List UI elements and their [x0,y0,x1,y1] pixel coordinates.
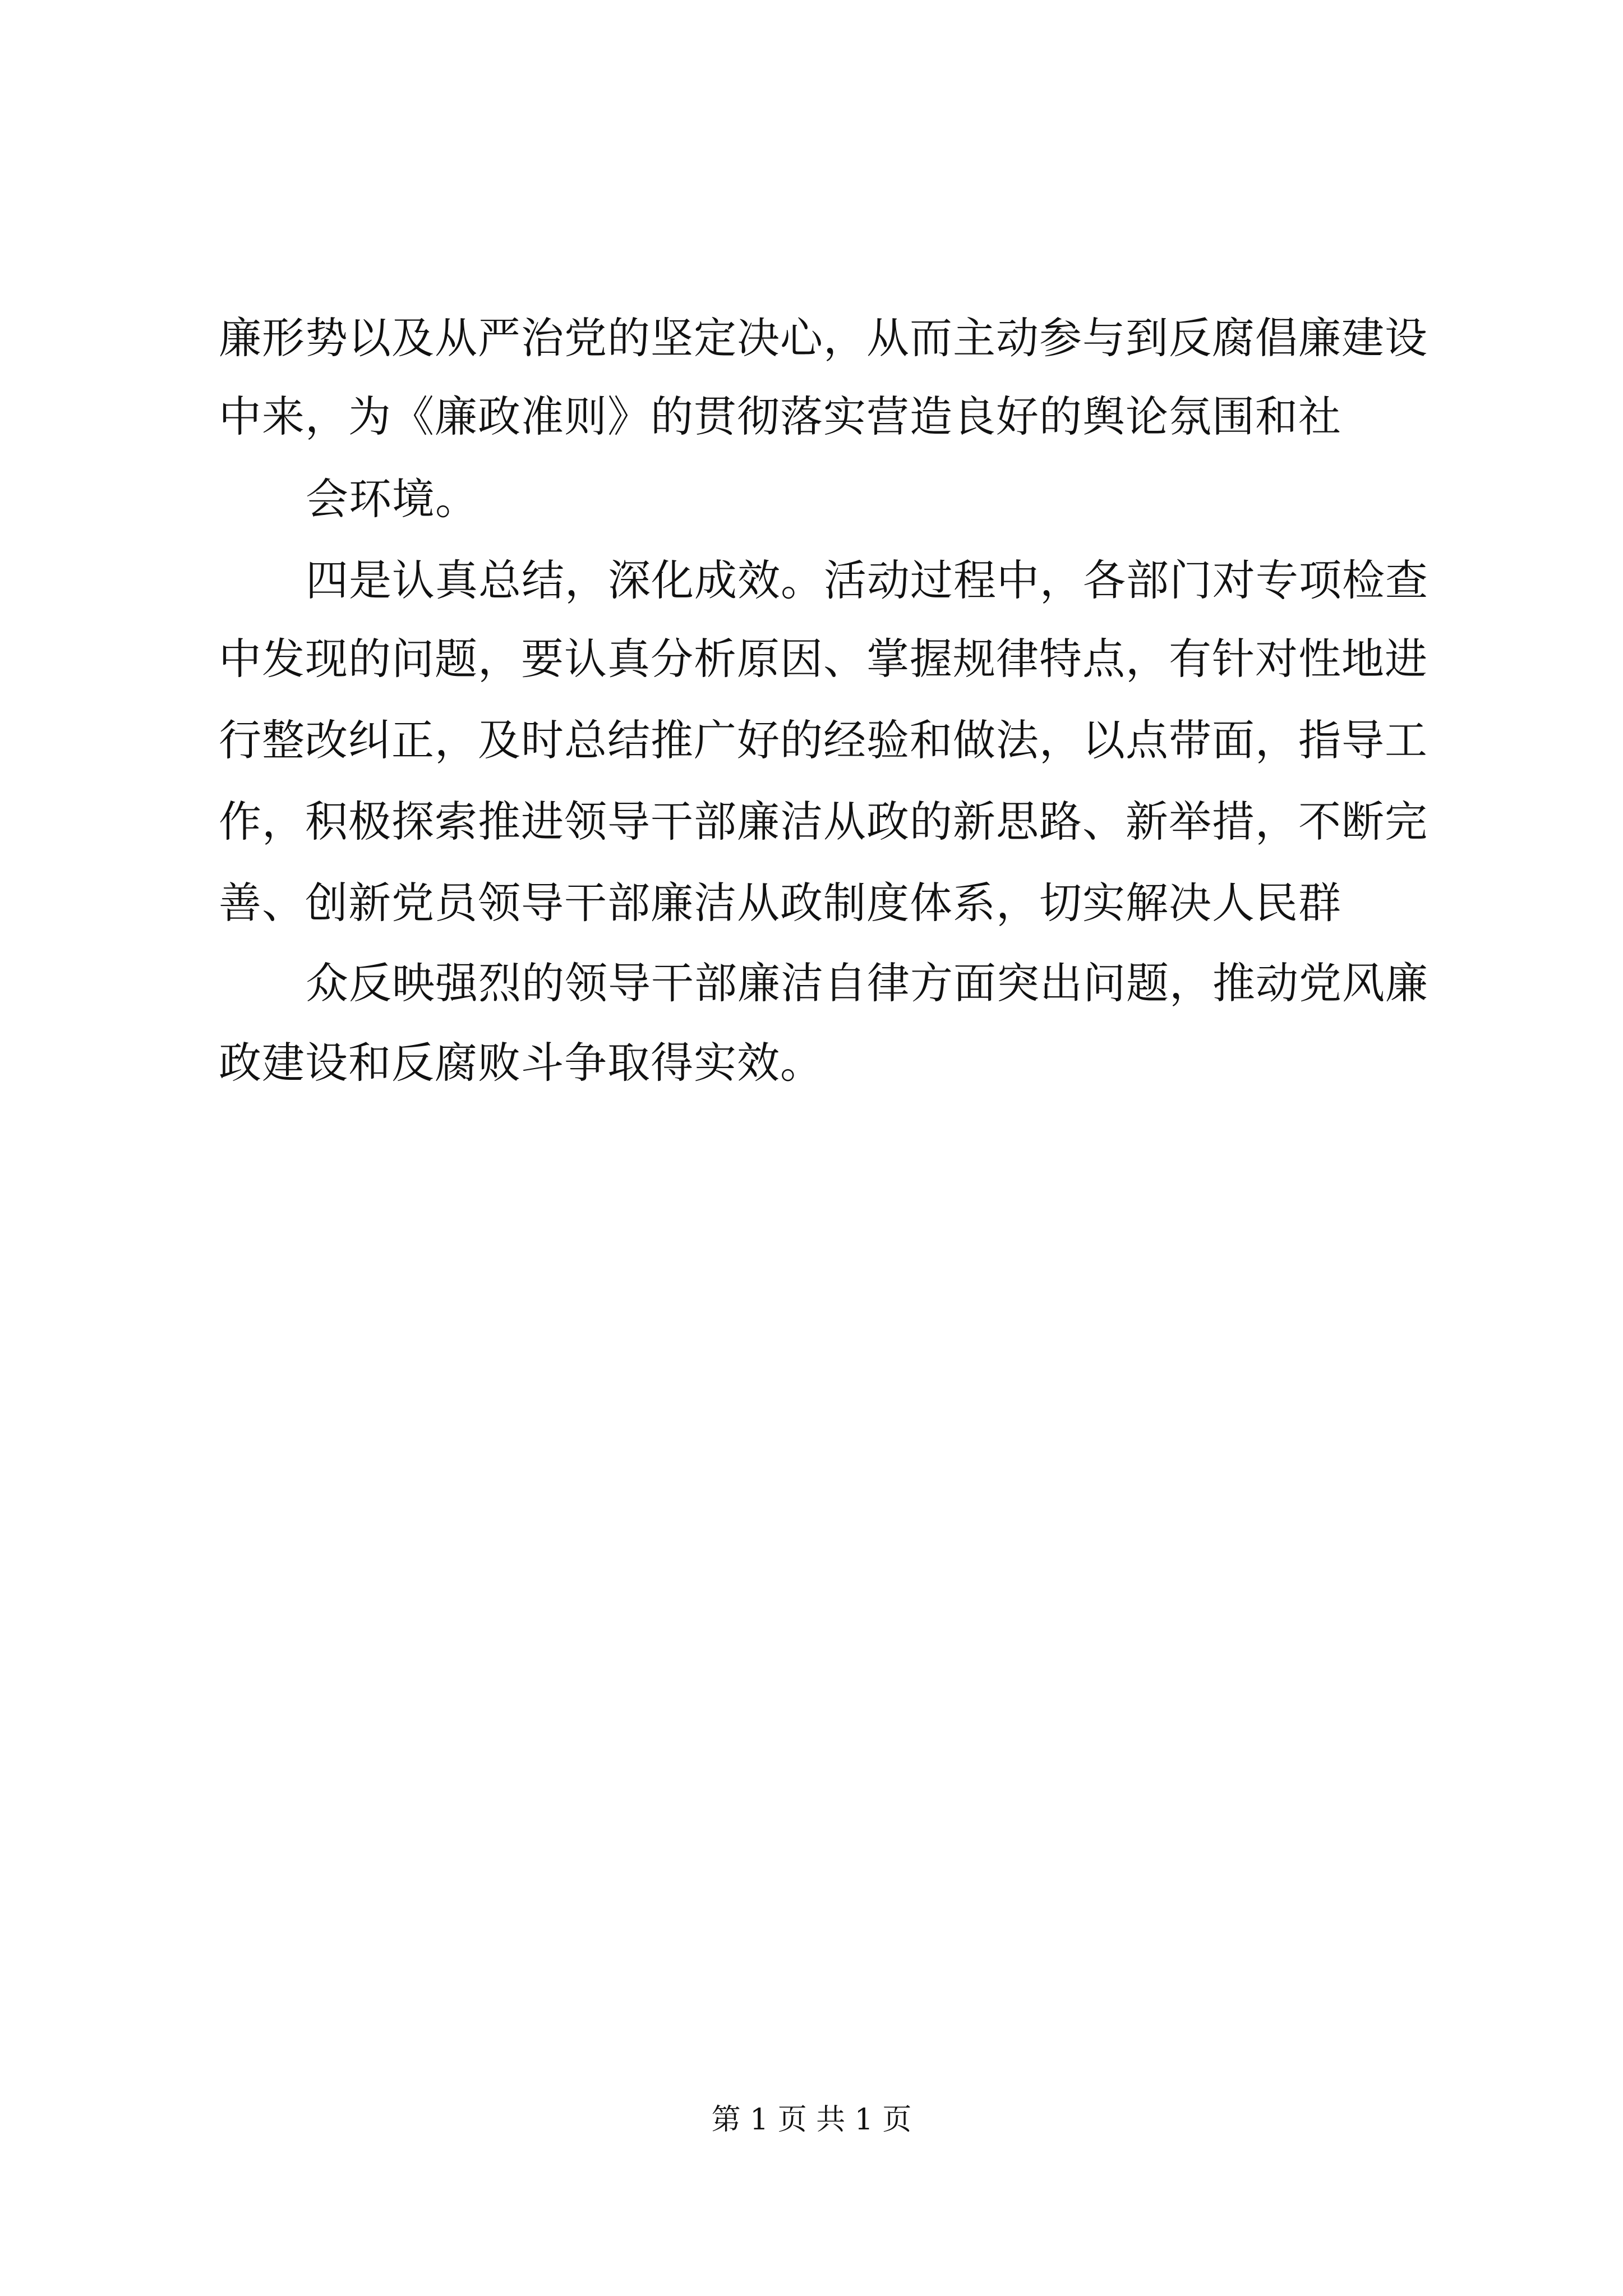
paragraph-5-line-1: 众反映强烈的领导干部廉洁自律方面突出问题，推动党风廉 [306,958,1428,1008]
paragraph-4-line-2: 中发现的问题，要认真分析原因、掌握规律特点，有针对性地进 [219,634,1428,684]
body-line-3: 会环境。 [306,474,478,524]
page-number-footer: 第 1 页 共 1 页 [711,2103,912,2137]
paragraph-4-line-3: 行整改纠正，及时总结推广好的经验和做法，以点带面，指导工 [219,715,1428,765]
body-line-2: 中来，为《廉政准则》的贯彻落实营造良好的舆论氛围和社 [219,392,1341,441]
body-line-1: 廉形势以及从严治党的坚定决心，从而主动参与到反腐倡廉建设 [219,313,1428,363]
paragraph-4-line-4: 作，积极探索推进领导干部廉洁从政的新思路、新举措，不断完 [219,797,1428,846]
paragraph-5-line-2: 政建设和反腐败斗争取得实效。 [219,1038,823,1088]
paragraph-4-line-5: 善、创新党员领导干部廉洁从政制度体系，切实解决人民群 [219,878,1341,928]
paragraph-4-line-1: 四是认真总结，深化成效。活动过程中，各部门对专项检查 [306,555,1428,605]
